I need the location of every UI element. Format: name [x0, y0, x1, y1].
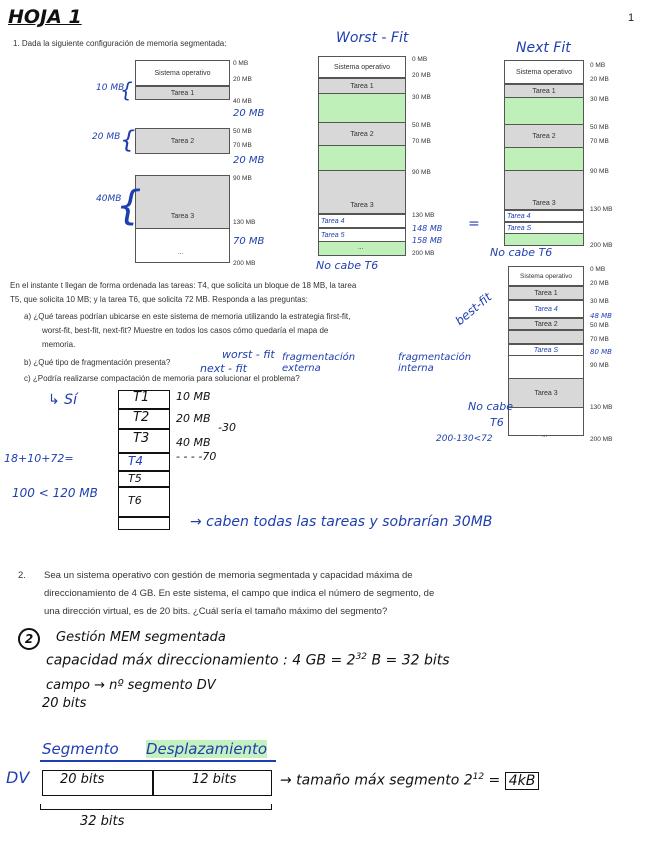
- worst-os: Sistema operativo: [318, 56, 406, 78]
- b-answer-worst: worst - fit: [222, 348, 275, 361]
- size-20-note: 20 MB: [92, 132, 121, 142]
- q2-bits-32: 32 bits: [80, 814, 125, 829]
- c-t3: T3: [133, 431, 150, 446]
- next-m70: 70 MB: [590, 138, 609, 145]
- free-tail-block: [135, 229, 230, 263]
- worst-dots: ...: [358, 244, 364, 251]
- best-note3: 200-130<72: [436, 434, 493, 444]
- next-note: No cabe T6: [490, 246, 553, 259]
- c-line4: [118, 470, 170, 472]
- next-m90: 90 MB: [590, 168, 609, 175]
- brace-40: {: [116, 183, 142, 229]
- q2-line2: direccionamiento de 4 GB. En este sistema, el campo que indica el número de segmento, de: [44, 588, 435, 599]
- b-answer-next: next - fit: [200, 362, 247, 375]
- q2-h2-wrap: [46, 652, 450, 669]
- q2-result: → tamaño máx segmento 2: [280, 772, 473, 789]
- c-size-10: 10 MB: [176, 390, 211, 403]
- best-os: Sistema operativo: [508, 266, 584, 286]
- c-line2: [118, 428, 170, 430]
- best-note1: No cabe: [468, 400, 513, 413]
- worst-m30: 30 MB: [412, 94, 431, 101]
- best-m20: 20 MB: [590, 280, 609, 287]
- q2-h3: campo → nº segmento DV: [46, 678, 216, 693]
- mark-90: 90 MB: [233, 175, 252, 182]
- next-m30: 30 MB: [590, 96, 609, 103]
- task2-block: Tarea 2: [135, 128, 230, 154]
- worst-task3: Tarea 3: [318, 170, 406, 214]
- q2-h1: Gestión MEM segmentada: [56, 630, 226, 645]
- next-hole-c: [504, 234, 584, 246]
- equal-sign: =: [468, 216, 480, 232]
- q2-h2b: B = 32 bits: [371, 652, 450, 669]
- q2-circle: 2: [18, 628, 40, 650]
- worst-hole-a: [318, 94, 406, 122]
- best-note2: T6: [490, 416, 504, 429]
- brace-10: {: [120, 78, 133, 102]
- worst-task2: Tarea 2: [318, 122, 406, 146]
- task1-block: Tarea 1: [135, 86, 230, 100]
- mark-130: 130 MB: [233, 219, 256, 226]
- c-compare: 100 < 120 MB: [12, 486, 98, 500]
- best-task1: Tarea 1: [508, 286, 584, 300]
- best-task5: Tarea S: [508, 344, 584, 356]
- best-dots: ...: [542, 432, 548, 439]
- c-t5: T5: [128, 472, 142, 485]
- best-m80: 80 MB: [590, 348, 612, 356]
- worst-m90: 90 MB: [412, 169, 431, 176]
- q2-h4: 20 bits: [42, 696, 87, 711]
- best-m30: 30 MB: [590, 298, 609, 305]
- q2-line1: Sea un sistema operativo con gestión de memoria segmentada y capacidad máxima de: [44, 570, 413, 581]
- c-line3: [118, 452, 170, 454]
- next-m50: 50 MB: [590, 124, 609, 131]
- c-answer: ↳ Sí: [48, 392, 77, 408]
- task3-block: Tarea 3: [135, 175, 230, 229]
- next-m130: 130 MB: [590, 206, 613, 213]
- c-line6: [118, 516, 170, 518]
- q1-a-3: memoria.: [42, 340, 76, 349]
- worst-m0: 0 MB: [412, 56, 428, 63]
- worst-fit-title: Worst - Fit: [336, 30, 409, 46]
- q2-seg-label: Segmento: [42, 740, 119, 758]
- worst-hole-b: [318, 146, 406, 170]
- worst-m130: 130 MB: [412, 212, 435, 219]
- page-title: HOJA 1: [8, 6, 82, 28]
- os-block: Sistema operativo: [135, 60, 230, 86]
- q2-brace-top: [40, 760, 276, 762]
- q1-intro: 1. Dada la siguiente configuración de memoria segmentada:: [13, 39, 227, 48]
- q2-h2-sup: 32: [355, 652, 368, 662]
- q2-dv: DV: [6, 768, 30, 787]
- size-40-note: 40MB: [96, 194, 122, 204]
- c-t4: T4: [128, 454, 143, 468]
- next-fit-title: Next Fit: [516, 40, 571, 56]
- q2-result-box: 4kB: [505, 772, 540, 790]
- best-task3: Tarea 3: [508, 378, 584, 408]
- mark-20: 20 MB: [233, 76, 252, 83]
- page-number: 1: [628, 12, 635, 24]
- q2-desp-label: Desplazamiento: [146, 740, 268, 758]
- q1-body-1: En el instante t llegan de forma ordenada las tareas: T4, que solicita un bloque de 18 MB, la tarea: [10, 281, 357, 290]
- mark-200: 200 MB: [233, 260, 256, 267]
- worst-task4: Tarea 4: [318, 214, 406, 228]
- next-task5: Tarea S: [504, 222, 584, 234]
- worst-m148: 148 MB: [412, 224, 443, 233]
- best-task4: Tarea 4: [508, 300, 584, 318]
- q2-result-eq: =: [488, 772, 501, 789]
- next-task4: Tarea 4: [504, 210, 584, 222]
- next-task2: Tarea 2: [504, 124, 584, 148]
- worst-m20: 20 MB: [412, 72, 431, 79]
- hole-20a: 20 MB: [233, 108, 265, 119]
- q2-result-sup: 12: [472, 772, 485, 782]
- next-task1: Tarea 1: [504, 84, 584, 98]
- q2-bits-20: 20 bits: [60, 772, 105, 787]
- c-t2: T2: [133, 410, 150, 425]
- best-m130: 130 MB: [590, 404, 613, 411]
- mark-40: 40 MB: [233, 98, 252, 105]
- next-m200: 200 MB: [590, 242, 613, 249]
- next-m20: 20 MB: [590, 76, 609, 83]
- c-line5: [118, 486, 170, 488]
- next-task3: Tarea 3: [504, 170, 584, 210]
- c-size-20: 20 MB: [176, 412, 211, 425]
- best-m0: 0 MB: [590, 266, 606, 273]
- q1-body-2: T5, que solicita 10 MB; y la tarea T6, que solicita 72 MB. Responda a las preguntas:: [10, 295, 308, 304]
- q2-h2: capacidad máx direccionamiento : 4 GB = 2: [46, 652, 356, 669]
- c-sum: 18+10+72=: [4, 452, 74, 465]
- best-fit-title: best-fit: [452, 289, 495, 329]
- worst-m50: 50 MB: [412, 122, 431, 129]
- mark-70: 70 MB: [233, 142, 252, 149]
- next-m0: 0 MB: [590, 62, 606, 69]
- frag-internal: fragmentación interna: [398, 352, 472, 374]
- mark-50: 50 MB: [233, 128, 252, 135]
- size-10-note: 10 MB: [96, 83, 125, 93]
- worst-m200: 200 MB: [412, 250, 435, 257]
- best-m50: 50 MB: [590, 322, 609, 329]
- q1-c: c) ¿Podría realizarse compactación de memoria para solucionar el problema?: [24, 374, 300, 383]
- frag-external: fragmentación externa: [282, 352, 356, 374]
- best-task2b: [508, 330, 584, 344]
- best-m70: 70 MB: [590, 336, 609, 343]
- q1-a-1: a) ¿Qué tareas podrían ubicarse en este sistema de memoria utilizando la estrategia first-fit,: [24, 312, 351, 321]
- c-n30: -30: [218, 421, 236, 434]
- worst-m70: 70 MB: [412, 138, 431, 145]
- q2-bits-12: 12 bits: [192, 772, 237, 787]
- next-os: Sistema operativo: [504, 60, 584, 84]
- q2-number: 2.: [18, 570, 26, 581]
- c-size-40: 40 MB: [176, 436, 211, 449]
- next-hole-a: [504, 98, 584, 124]
- best-m200: 200 MB: [590, 436, 613, 443]
- hole-70: 70 MB: [233, 236, 265, 247]
- q2-line3: una dirección virtual, es de 20 bits. ¿Cuál sería el tamaño máximo del segmento?: [44, 606, 388, 617]
- brace-20: {: [120, 126, 136, 154]
- dots: ...: [178, 249, 184, 256]
- next-hole-b: [504, 148, 584, 170]
- worst-task5: Tarea 5: [318, 228, 406, 242]
- best-m90: 90 MB: [590, 362, 609, 369]
- worst-note: No cabe T6: [316, 259, 379, 272]
- worst-m158: 158 MB: [412, 236, 443, 245]
- c-t1: T1: [133, 390, 150, 405]
- c-t6: T6: [128, 494, 142, 507]
- q2-brace-bottom: [40, 804, 272, 810]
- q1-b: b) ¿Qué tipo de fragmentación presenta?: [24, 358, 171, 367]
- q2-result-wrap: [280, 772, 539, 789]
- hole-20b: 20 MB: [233, 155, 265, 166]
- q2-address-divider: [152, 770, 154, 796]
- c-n70: - - - -70: [176, 450, 217, 463]
- mark-0: 0 MB: [233, 60, 249, 67]
- worst-task1: Tarea 1: [318, 78, 406, 94]
- best-m48: 48 MB: [590, 312, 612, 320]
- c-conclusion: → caben todas las tareas y sobrarían 30MB: [190, 514, 493, 530]
- best-task2: Tarea 2: [508, 318, 584, 330]
- q1-a-2: worst-fit, best-fit, next-fit? Muestre en todos los casos cómo quedaría el mapa de: [42, 326, 329, 335]
